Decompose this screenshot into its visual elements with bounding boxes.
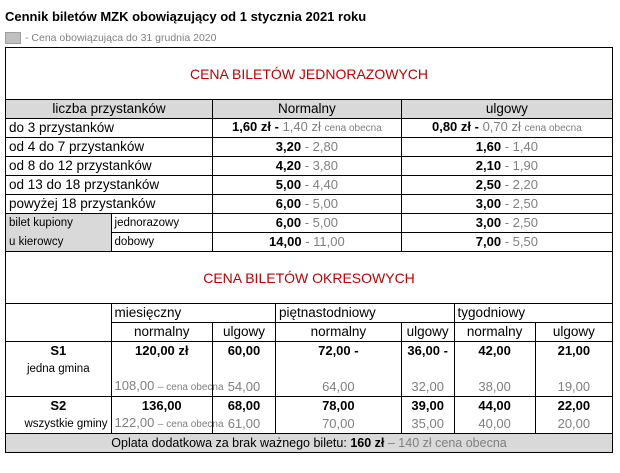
normal-price: 5,00 — [275, 177, 302, 192]
single-row — [6, 138, 613, 157]
price-table — [5, 47, 613, 453]
old-price-note: – cena obecna — [157, 382, 224, 393]
normal-old-price: - 3,80 — [304, 158, 338, 173]
penalty-old-price: – 140 zł cena obecna — [387, 436, 507, 450]
zone-name: jedna gmina — [6, 360, 112, 378]
penalty-label: Oplata dodatkowa za brak ważnego biletu: — [111, 436, 347, 450]
single-row — [6, 119, 613, 138]
zone-code: S1 — [6, 342, 112, 361]
price-new: 22,00 — [535, 397, 612, 416]
col-reduced: ulgowy — [401, 323, 454, 342]
price-old: 54,00 — [213, 378, 276, 397]
col-reduced-header: ulgowy — [401, 100, 612, 119]
price-old: 19,00 — [535, 378, 612, 397]
legend — [5, 32, 216, 44]
driver-label: bilet kupiony — [6, 214, 112, 233]
price-new: 36,00 - — [401, 342, 454, 361]
period-fifteen-day: piętnastodniowy — [275, 304, 454, 323]
legend-swatch — [5, 32, 21, 44]
page-title: Cennik biletów MZK obowiązujący od 1 stycznia 2021 roku — [5, 9, 367, 24]
price-old: 38,00 — [454, 378, 535, 397]
reduced-old-price: - 5,50 — [504, 234, 538, 249]
price-new: 68,00 — [213, 397, 276, 416]
price-new: 72,00 - — [275, 342, 401, 361]
driver-row — [6, 233, 613, 252]
normal-price: 4,20 — [275, 158, 302, 173]
col-reduced: ulgowy — [213, 323, 276, 342]
normal-price: 6,00 — [275, 196, 302, 211]
price-new: 21,00 — [535, 342, 612, 361]
periodic-row-name — [6, 360, 613, 378]
blank-cell — [6, 323, 112, 342]
stops-label: powyżej 18 przystanków — [6, 195, 213, 214]
periodic-row-new — [6, 397, 613, 416]
periodic-row-old — [6, 415, 613, 434]
reduced-old-price: 0,70 zł — [482, 119, 521, 134]
driver-row — [6, 214, 613, 233]
normal-old-price: - 4,40 — [304, 177, 338, 192]
period-weekly: tygodniowy — [454, 304, 612, 323]
legend-text: - Cena obowiązująca do 31 grudnia 2020 — [25, 32, 217, 44]
price-old: 70,00 — [275, 415, 401, 434]
periodic-row-old — [6, 378, 613, 397]
normal-price: 6,00 — [275, 215, 302, 230]
old-price-note: – cena obecna — [157, 419, 224, 430]
reduced-old-price: - 1,90 — [504, 158, 538, 173]
price-old: 40,00 — [454, 415, 535, 434]
normal-old-price: - 2,80 — [304, 139, 338, 154]
old-price-note: cena obecna — [524, 123, 582, 134]
price-new: 136,00 — [111, 397, 212, 416]
zone-name: wszystkie gminy — [6, 415, 112, 434]
reduced-old-price: - 2,20 — [504, 177, 538, 192]
reduced-price: 0,80 zł - — [431, 119, 479, 134]
blank-cell — [6, 304, 112, 323]
old-price-note: cena obecna — [324, 123, 382, 134]
normal-price: 1,60 zł - — [231, 119, 279, 134]
reduced-old-price: - 2,50 — [504, 196, 538, 211]
reduced-price: 3,00 — [475, 215, 502, 230]
periodic-row-new — [6, 342, 613, 361]
stops-label: od 13 do 18 przystanków — [6, 176, 213, 195]
periodic-ticket-heading: CENA BILETÓW OKRESOWYCH — [6, 252, 613, 304]
stops-label: od 8 do 12 przystanków — [6, 157, 213, 176]
price-old: 64,00 — [275, 378, 401, 397]
price-old: 32,00 — [401, 378, 454, 397]
driver-label: u kierowcy — [6, 233, 112, 252]
col-stops-header: liczba przystanków — [6, 100, 213, 119]
stops-label: od 4 do 7 przystanków — [6, 138, 213, 157]
normal-old-price: - 5,00 — [304, 215, 338, 230]
single-row — [6, 176, 613, 195]
price-new: 39,00 — [401, 397, 454, 416]
col-normal: normalny — [454, 323, 535, 342]
price-old: 122,00 — [114, 415, 155, 430]
normal-old-price: - 11,00 — [305, 234, 345, 249]
stops-label: do 3 przystanków — [6, 119, 213, 138]
price-old: 20,00 — [535, 415, 612, 434]
reduced-price: 1,60 — [475, 139, 502, 154]
reduced-price: 2,50 — [475, 177, 502, 192]
period-monthly: miesięczny — [111, 304, 275, 323]
normal-old-price: 1,40 zł — [282, 119, 321, 134]
single-ticket-heading: CENA BILETÓW JEDNORAZOWYCH — [6, 48, 613, 100]
reduced-price: 2,10 — [475, 158, 502, 173]
normal-price: 3,20 — [275, 139, 302, 154]
single-row — [6, 195, 613, 214]
price-new: 44,00 — [454, 397, 535, 416]
price-new: 120,00 zł — [111, 342, 212, 361]
driver-ticket-type: jednorazowy — [111, 214, 212, 233]
price-new: 60,00 — [213, 342, 276, 361]
price-old: 61,00 — [213, 415, 276, 434]
reduced-old-price: - 2,50 — [504, 215, 538, 230]
reduced-price: 7,00 — [475, 234, 502, 249]
penalty-price: 160 zł — [350, 436, 385, 450]
price-new: 78,00 — [275, 397, 401, 416]
normal-old-price: - 5,00 — [304, 196, 338, 211]
price-old: 108,00 — [114, 378, 155, 393]
col-normal: normalny — [111, 323, 212, 342]
price-new: 42,00 — [454, 342, 535, 361]
reduced-old-price: - 1,40 — [504, 139, 538, 154]
col-normal: normalny — [275, 323, 401, 342]
zone-code: S2 — [6, 397, 112, 416]
col-normal-header: Normalny — [213, 100, 402, 119]
price-old: 35,00 — [401, 415, 454, 434]
penalty-fee-row — [6, 434, 613, 453]
driver-ticket-type: dobowy — [111, 233, 212, 252]
col-reduced: ulgowy — [535, 323, 612, 342]
reduced-price: 3,00 — [475, 196, 502, 211]
single-row — [6, 157, 613, 176]
normal-price: 14,00 — [269, 234, 302, 249]
